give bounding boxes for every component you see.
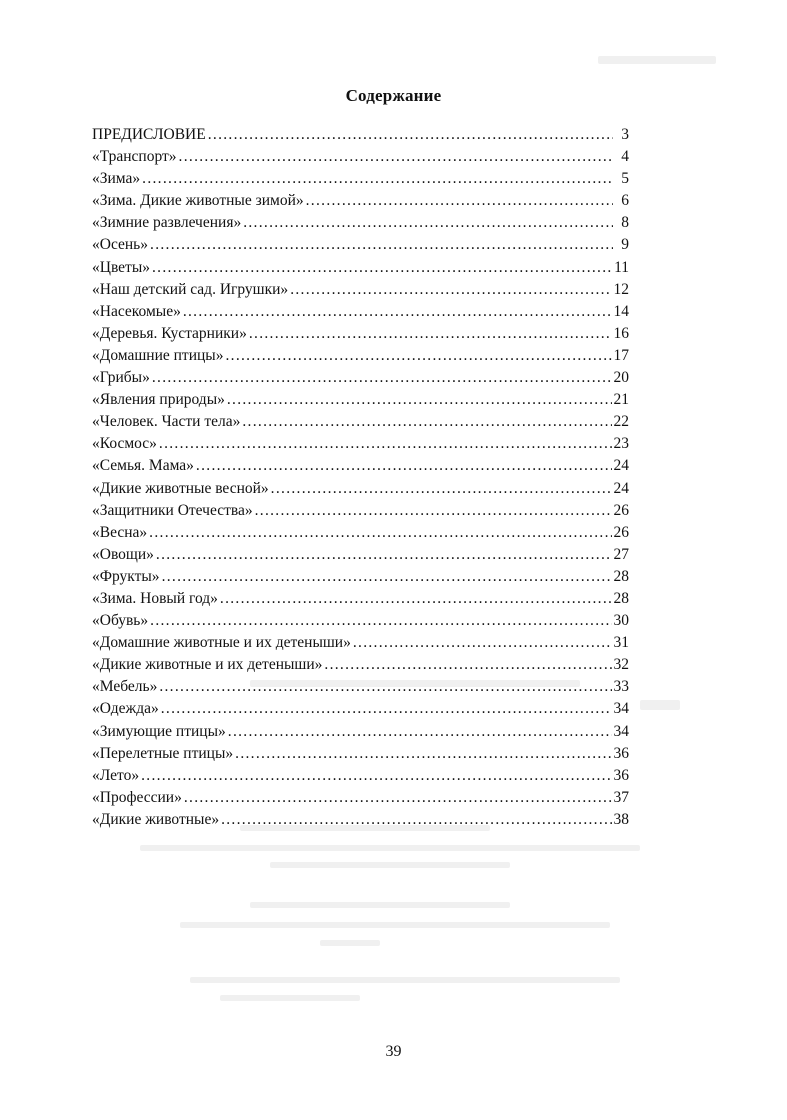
toc-entry (92, 301, 629, 323)
toc-entry (92, 212, 629, 234)
toc-entry-page-number: 5 (621, 170, 629, 188)
toc-entry-title: «Весна» (92, 523, 148, 541)
dot-leader (235, 743, 611, 765)
toc-entry-title: «Одежда» (92, 700, 159, 718)
toc-entry-page-number: 14 (613, 302, 629, 320)
bleed-through-mark (140, 845, 640, 851)
toc-entry-page-number: 4 (621, 148, 629, 166)
dot-leader (255, 500, 612, 522)
toc-entry (92, 234, 629, 256)
toc-entry-title: «Транспорт» (92, 148, 177, 166)
toc-entry-page-number: 24 (613, 457, 629, 475)
toc-entry-page-number: 34 (613, 700, 629, 718)
toc-entry (92, 588, 629, 610)
toc-entry-title: «Осень» (92, 236, 149, 254)
toc-entry (92, 500, 629, 522)
toc-entry (92, 743, 629, 765)
dot-leader (150, 610, 611, 632)
toc-entry (92, 478, 629, 500)
toc-entry-page-number: 20 (613, 369, 629, 387)
dot-leader (152, 257, 612, 279)
toc-entry (92, 566, 629, 588)
toc-entry (92, 698, 629, 720)
bleed-through-mark (270, 862, 510, 868)
toc-entry-title: «Перелетные птицы» (92, 744, 234, 762)
toc-entry-page-number: 33 (613, 678, 629, 696)
dot-leader (353, 632, 612, 654)
toc-entry (92, 522, 629, 544)
toc-entry-title: «Наш детский сад. Игрушки» (92, 280, 289, 298)
toc-entry-title: «Деревья. Кустарники» (92, 324, 247, 342)
toc-entry-title: «Явления природы» (92, 391, 225, 409)
dot-leader (196, 455, 612, 477)
dot-leader (159, 433, 612, 455)
bleed-through-mark (190, 977, 620, 983)
toc-entry-title: «Дикие животные весной» (92, 479, 269, 497)
toc-entry-page-number: 8 (621, 214, 629, 232)
toc-entry-title: «Зимние развлечения» (92, 214, 242, 232)
toc-entry-title: «Лето» (92, 766, 140, 784)
dot-leader (243, 212, 613, 234)
toc-entry (92, 389, 629, 411)
toc-entry-page-number: 3 (621, 126, 629, 143)
toc-entry-page-number: 9 (621, 236, 629, 254)
toc-entry-title: «Овощи» (92, 545, 154, 563)
toc-entry-page-number: 24 (613, 479, 629, 497)
toc-entry-title: «Зима» (92, 170, 141, 188)
toc-entry-page-number: 11 (614, 258, 629, 276)
dot-leader (150, 234, 613, 256)
bleed-through-mark (640, 700, 680, 710)
toc-entry-title: «Обувь» (92, 612, 149, 630)
toc-entry-page-number: 38 (613, 810, 629, 828)
dot-leader (161, 698, 612, 720)
toc-entry-page-number: 22 (613, 413, 629, 431)
bleed-through-mark (220, 995, 360, 1001)
dot-leader (290, 279, 611, 301)
dot-leader (162, 566, 612, 588)
dot-leader (152, 367, 612, 389)
toc-entry (92, 433, 629, 455)
dot-leader (179, 146, 613, 168)
toc-entry-page-number: 6 (621, 192, 629, 210)
dot-leader (184, 787, 612, 809)
dot-leader (221, 809, 611, 831)
toc-entry-page-number: 37 (613, 788, 629, 806)
dot-leader (149, 522, 611, 544)
toc-entry-title: «Домашние птицы» (92, 346, 224, 364)
dot-leader (142, 168, 613, 190)
toc-entry-page-number: 36 (613, 744, 629, 762)
dot-leader (228, 721, 612, 743)
dot-leader (159, 676, 611, 698)
toc-entry-title: «Дикие животные» (92, 810, 220, 828)
toc-entry-page-number: 23 (613, 435, 629, 453)
toc-entry-title: «Профессии» (92, 788, 182, 806)
dot-leader (183, 301, 612, 323)
toc-entry (92, 168, 629, 190)
toc-entry-title: «Человек. Части тела» (92, 413, 241, 431)
toc-entry (92, 809, 629, 831)
page-title: Содержание (345, 86, 442, 105)
page-number: 39 (385, 1043, 402, 1060)
dot-leader (249, 323, 612, 345)
toc-entry (92, 146, 629, 168)
toc-entry (92, 257, 629, 279)
dot-leader (220, 588, 612, 610)
toc-entry (92, 654, 629, 676)
toc-entry-page-number: 28 (613, 567, 629, 585)
toc-entry-title: «Фрукты» (92, 567, 160, 585)
toc-entry-title: «Космос» (92, 435, 157, 453)
toc-entry-page-number: 27 (613, 545, 629, 563)
toc-entry-title: «Мебель» (92, 678, 158, 696)
toc-entry (92, 676, 629, 698)
toc-entry-page-number: 36 (613, 766, 629, 784)
toc-entry (92, 411, 629, 433)
dot-leader (141, 765, 611, 787)
toc-entry (92, 279, 629, 301)
dot-leader (242, 411, 611, 433)
toc-entry (92, 721, 629, 743)
dot-leader (324, 654, 611, 676)
toc-entry (92, 632, 629, 654)
toc-entry (92, 787, 629, 809)
toc-entry (92, 455, 629, 477)
toc-entry-title: «Семья. Мама» (92, 457, 194, 475)
dot-leader (156, 544, 612, 566)
dot-leader (271, 478, 612, 500)
toc-entry-title: «Домашние животные и их детеныши» (92, 634, 351, 652)
toc-entry-page-number: 32 (613, 656, 629, 674)
toc-entry-title: «Грибы» (92, 369, 150, 387)
toc-entry-page-number: 12 (613, 280, 629, 298)
toc-entry-title: «Зима. Новый год» (92, 589, 218, 607)
dot-leader (227, 389, 612, 411)
toc-entry (92, 610, 629, 632)
bleed-through-mark (598, 56, 716, 64)
toc-entry (92, 544, 629, 566)
toc-entry-title: «Защитники Отечества» (92, 501, 253, 519)
toc-entry-page-number: 16 (613, 324, 629, 342)
toc-entry-title: ПРЕДИСЛОВИЕ (92, 126, 206, 143)
toc-entry (92, 765, 629, 787)
toc-entry (92, 190, 629, 212)
toc-entry-page-number: 31 (613, 634, 629, 652)
toc-entry-page-number: 26 (613, 523, 629, 541)
toc-entry-page-number: 21 (613, 391, 629, 409)
dot-leader (208, 124, 613, 146)
dot-leader (225, 345, 611, 367)
toc-entry-page-number: 17 (613, 346, 629, 364)
toc-entry-page-number: 30 (613, 612, 629, 630)
toc-entry-page-number: 34 (613, 722, 629, 740)
toc-entry-page-number: 26 (613, 501, 629, 519)
toc-entry-title: «Насекомые» (92, 302, 181, 320)
toc-entry-title: «Дикие животные и их детеныши» (92, 656, 323, 674)
toc-entry (92, 367, 629, 389)
toc-entry (92, 345, 629, 367)
toc-entry-title: «Зимующие птицы» (92, 722, 226, 740)
bleed-through-mark (320, 940, 380, 946)
toc-entry (92, 124, 629, 146)
bleed-through-mark (180, 922, 610, 928)
toc-entry-title: «Цветы» (92, 258, 150, 276)
dot-leader (306, 190, 613, 212)
bleed-through-mark (250, 902, 510, 908)
toc-entry (92, 323, 629, 345)
toc-entry-title: «Зима. Дикие животные зимой» (92, 192, 304, 210)
table-of-contents (92, 124, 629, 831)
toc-entry-page-number: 28 (613, 589, 629, 607)
